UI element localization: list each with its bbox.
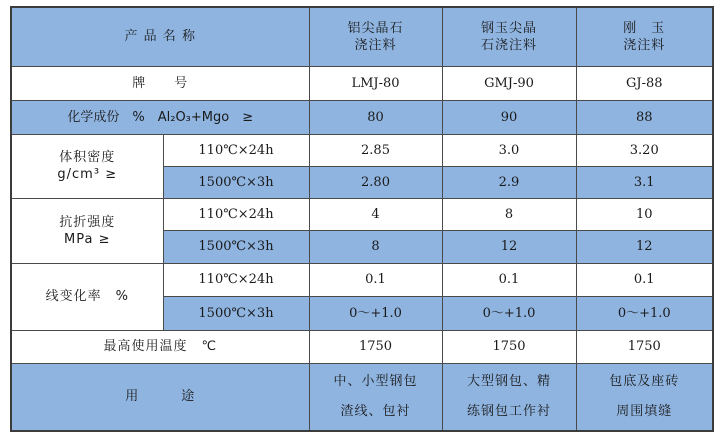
header-row — [11, 7, 713, 66]
strength-label-line2: MPa ≥ — [64, 231, 111, 247]
strength-r2-v2: 12 — [442, 230, 576, 263]
density-r2-v1: 2.80 — [309, 166, 442, 198]
strength-r1-v3: 10 — [576, 198, 713, 230]
header-product-name: 产 品 名 称 — [11, 7, 309, 66]
density-label-line2: g/cm³ ≥ — [57, 167, 118, 182]
usage-value-1-line2: 渣线、包衬 — [340, 403, 411, 419]
brand-value-1: LMJ-80 — [309, 66, 442, 100]
strength-r2-v3: 12 — [576, 230, 713, 263]
header-col-2 — [442, 7, 576, 66]
density-r1-v2: 3.0 — [442, 134, 576, 166]
brand-label: 牌 号 — [11, 66, 309, 100]
strength-cond-2: 1500℃×3h — [163, 230, 309, 263]
linear-cond-1: 110℃×24h — [163, 263, 309, 296]
maxtemp-value-1: 1750 — [309, 330, 442, 363]
maxtemp-value-2: 1750 — [442, 330, 576, 363]
chem-label: 化学成份 % Al₂O₃+Mgo ≥ — [11, 100, 309, 134]
brand-value-2: GMJ-90 — [442, 66, 576, 100]
maxtemp-row — [11, 330, 713, 363]
maxtemp-label: 最高使用温度 ℃ — [11, 330, 309, 363]
strength-r1-v1: 4 — [309, 198, 442, 230]
usage-value-2-line2: 练钢包工作衬 — [466, 403, 551, 419]
strength-cond-1: 110℃×24h — [163, 198, 309, 230]
density-label-line1: 体积密度 — [59, 150, 116, 165]
linear-r2-v3: 0～+1.0 — [576, 296, 713, 330]
chem-value-2: 90 — [442, 100, 576, 134]
chem-row — [11, 100, 713, 134]
linear-r2-v2: 0～+1.0 — [442, 296, 576, 330]
density-row-1 — [11, 134, 713, 166]
density-r1-v1: 2.85 — [309, 134, 442, 166]
chem-value-1: 80 — [309, 100, 442, 134]
usage-value-2-line1: 大型钢包、精 — [466, 373, 551, 389]
strength-row-1 — [11, 198, 713, 230]
linear-label: 线变化率 % — [11, 263, 163, 330]
brand-value-3: GJ-88 — [576, 66, 713, 100]
linear-r1-v1: 0.1 — [309, 263, 442, 296]
linear-row-1 — [11, 263, 713, 296]
header-col-2-line1: 钢玉尖晶 — [480, 20, 537, 36]
header-col-3-line2: 浇注料 — [623, 37, 666, 53]
usage-value-3-line2: 周围填缝 — [616, 403, 673, 419]
strength-label-line1: 抗折强度 — [59, 214, 116, 230]
usage-value-1 — [309, 363, 442, 431]
chem-value-3: 88 — [576, 100, 713, 134]
maxtemp-value-3: 1750 — [576, 330, 713, 363]
usage-label: 用 途 — [11, 363, 309, 431]
linear-cond-2: 1500℃×3h — [163, 296, 309, 330]
linear-r1-v3: 0.1 — [576, 263, 713, 296]
header-col-1 — [309, 7, 442, 66]
header-col-2-line2: 石浇注料 — [480, 37, 537, 53]
strength-label — [11, 198, 163, 263]
density-r1-v3: 3.20 — [576, 134, 713, 166]
header-col-1-line2: 浇注料 — [354, 37, 397, 53]
density-r2-v2: 2.9 — [442, 166, 576, 198]
usage-value-1-line1: 中、小型钢包 — [333, 373, 418, 389]
header-col-1-line1: 铝尖晶石 — [347, 20, 404, 36]
usage-value-3 — [576, 363, 713, 431]
spec-table-container — [10, 6, 712, 430]
usage-row — [11, 363, 713, 431]
header-col-3-line1: 刚 玉 — [623, 20, 666, 36]
density-label — [11, 134, 163, 198]
usage-value-3-line1: 包底及座砖 — [609, 373, 680, 389]
density-cond-2: 1500℃×3h — [163, 166, 309, 198]
brand-row — [11, 66, 713, 100]
linear-r2-v1: 0～+1.0 — [309, 296, 442, 330]
usage-value-2 — [442, 363, 576, 431]
strength-r1-v2: 8 — [442, 198, 576, 230]
density-cond-1: 110℃×24h — [163, 134, 309, 166]
refractory-spec-table — [10, 6, 714, 432]
strength-r2-v1: 8 — [309, 230, 442, 263]
header-col-3 — [576, 7, 713, 66]
density-r2-v3: 3.1 — [576, 166, 713, 198]
linear-r1-v2: 0.1 — [442, 263, 576, 296]
